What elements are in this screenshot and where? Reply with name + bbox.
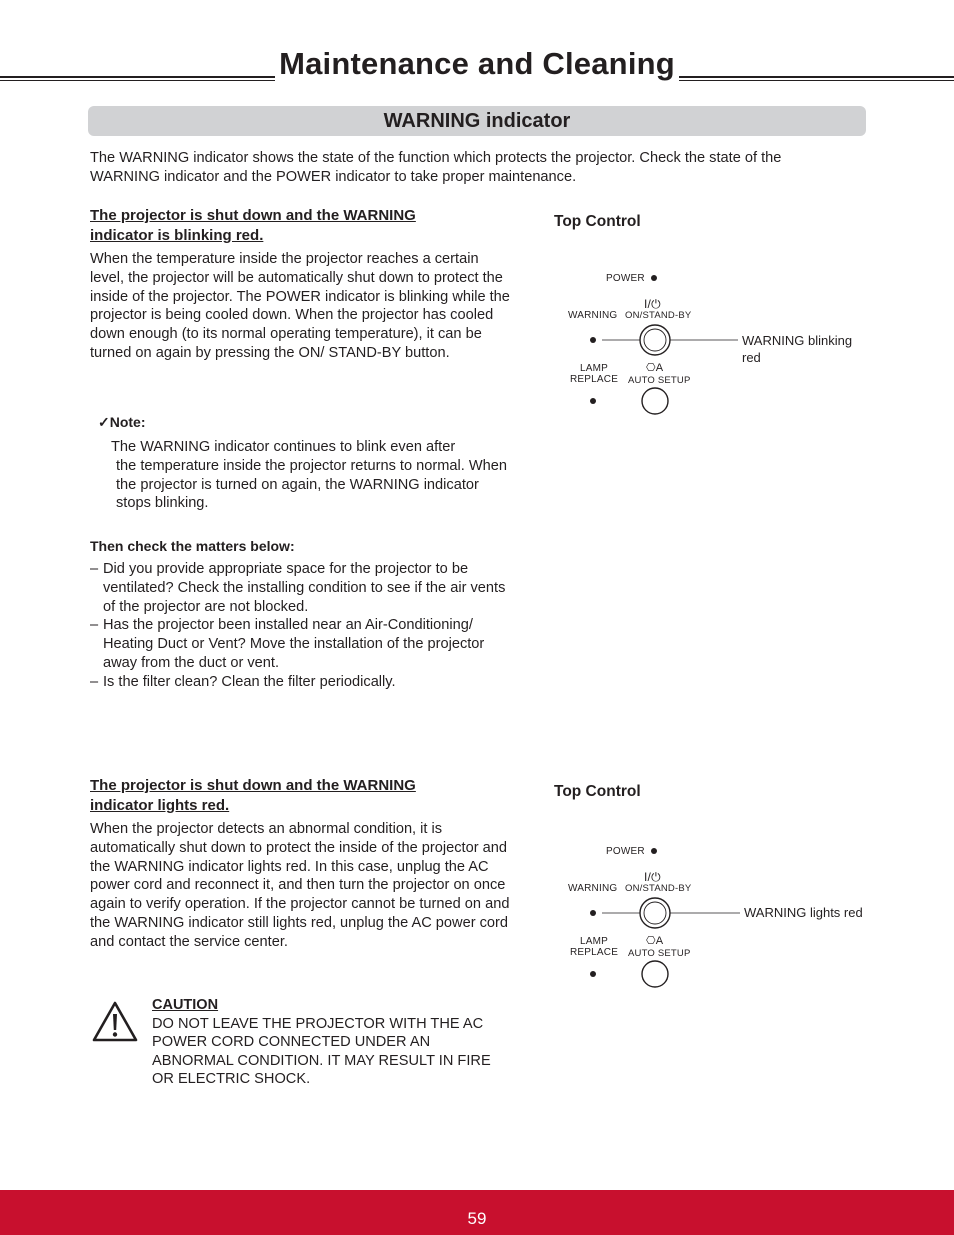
check-heading: Then check the matters below: [90,538,295,554]
on-standby-label: ON/STAND-BY [625,883,692,894]
lamp-label: LAMP [580,936,609,947]
intro-paragraph: The WARNING indicator shows the state of the function which protects the projector. Check the state of the WARNING indicator and the POWER indicator to take proper maintenance. [90,150,782,185]
top-control-diagram-lights [560,838,880,988]
lamp-label: LAMP [580,363,609,374]
top-control-diagram-blinking [560,265,880,415]
checkmark-icon: ✓ [98,414,110,430]
on-standby-symbol: I/⏻ [644,870,661,884]
warning-triangle-icon [92,1000,138,1042]
on-standby-button[interactable] [640,898,670,928]
power-label: POWER [606,273,645,284]
page-number: 59 [467,1209,487,1228]
auto-setup-label: AUTO SETUP [628,375,691,386]
warning-label: WARNING [568,883,618,894]
replace-label: REPLACE [570,947,619,958]
on-standby-button[interactable] [640,325,670,355]
auto-setup-label: AUTO SETUP [628,948,691,959]
on-standby-label: ON/STAND-BY [625,310,692,321]
auto-setup-symbol: ⎔A [646,362,664,374]
lamp-indicator [590,398,596,404]
caution-heading: CAUTION [152,997,219,1013]
top-control-label-2: Top Control [554,783,641,800]
warning-label: WARNING [568,310,618,321]
list-item: – Did you provide appropriate space for the projector to be ventilated? Check the installing condition to see if the air vents of the projector are not blocked. [90,561,506,615]
section-header [88,106,866,136]
auto-setup-button[interactable] [642,388,668,414]
caution-body: DO NOT LEAVE THE PROJECTOR WITH THE AC POWER CORD CONNECTED UNDER AN ABNORMAL CONDITION. IT MAY RESULT IN FIRE OR ELECTRIC SHOCK. [152,1016,491,1087]
top-control-label-1: Top Control [554,213,641,230]
note-text: The WARNING indicator continues to blink even after the temperature inside the projector returns to normal. When the projector is turned on again, the WARNING indicator stops blinking. [111,439,507,512]
list-item: – Has the projector been installed near an Air-Conditioning/ Heating Duct or Vent? Move the installation of the projector away from the duct or vent. [90,617,485,671]
note-label: ✓Note: [98,414,146,430]
check-list [90,560,510,692]
lamp-indicator [590,971,596,977]
blinking-body: When the temperature inside the projector reaches a certain level, the projector will be automatically shut down to protect the inside of the projector. The POWER indicator is blinking while the projector is being cooled down. When the projector has cooled down enough (to its normal operating temperature), it can be turned on again by pressing the ON/ STAND-BY button. [90,251,510,361]
power-label: POWER [606,846,645,857]
blinking-heading: The projector is shut down and the WARNING indicator is blinking red. [90,207,416,244]
auto-setup-symbol: ⎔A [646,935,664,947]
warning-callout: WARNING blinking red [742,333,853,365]
lights-body: When the projector detects an abnormal condition, it is automatically shut down to protect the inside of the projector and the WARNING indicator lights red. In this case, unplug the AC power cord and reconnect it, and then turn the projector on once again to verify operation. If the projector cannot be turned on and the WARNING indicator still lights red, unplug the AC power cord and contact the service center. [90,821,510,950]
replace-label: REPLACE [570,374,619,385]
section-title: WARNING indicator [383,110,571,132]
auto-setup-button[interactable] [642,961,668,987]
on-standby-symbol: I/⏻ [644,297,661,311]
page-title: Maintenance and Cleaning [0,46,954,82]
list-item: – Is the filter clean? Clean the filter periodically. [90,673,396,690]
lights-heading: The projector is shut down and the WARNING indicator lights red. [90,777,416,814]
warning-callout: WARNING lights red [744,905,863,920]
